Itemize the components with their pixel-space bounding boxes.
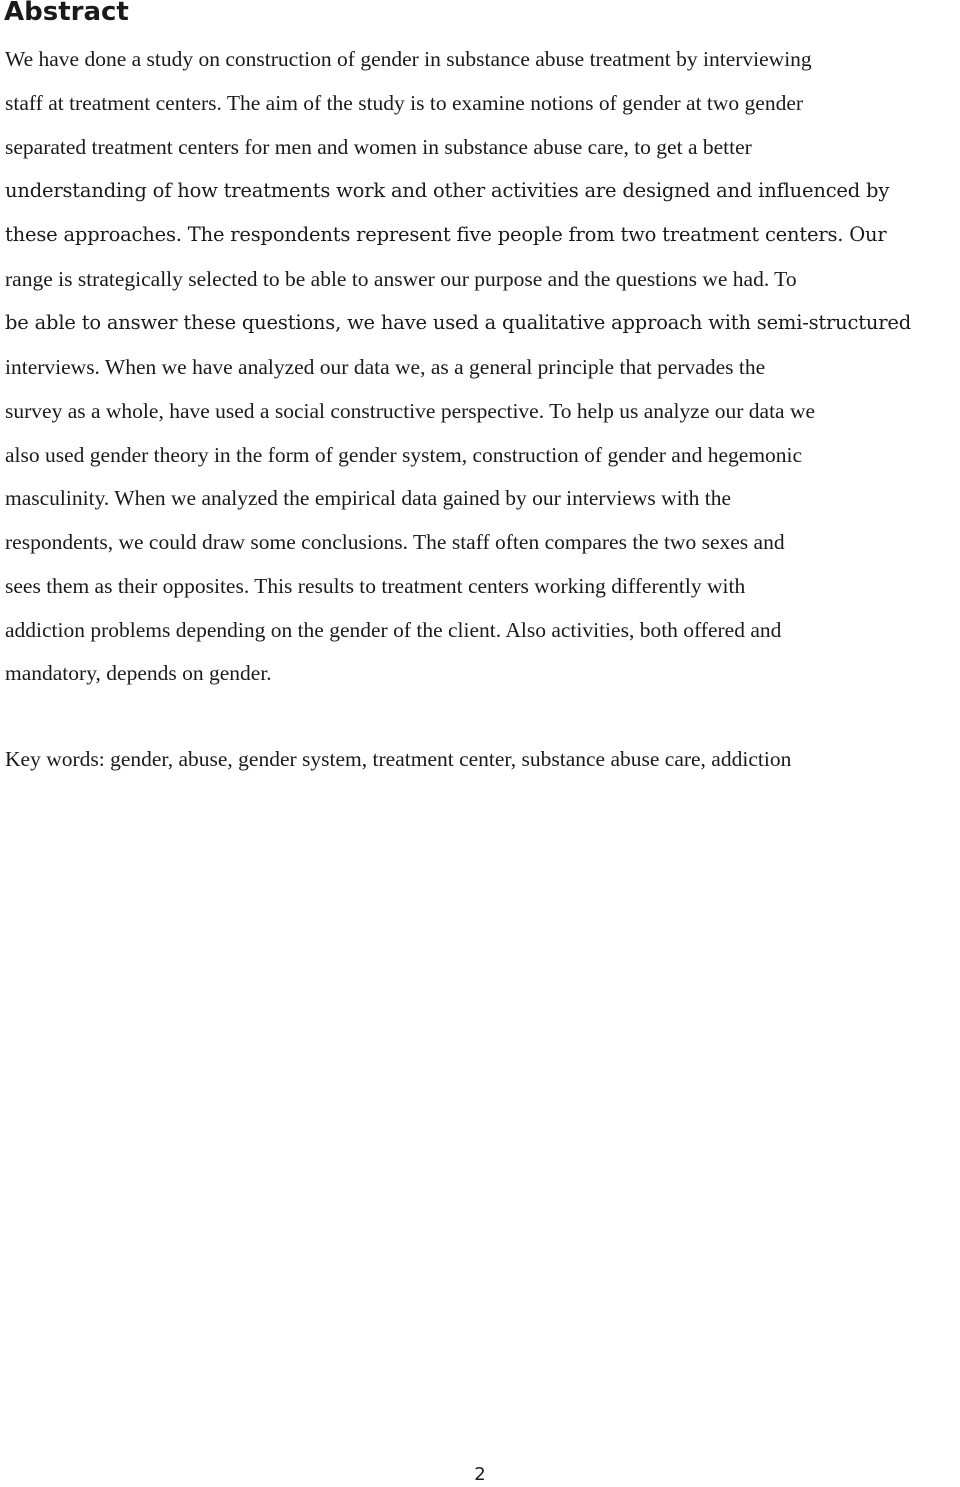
abstract-line: these approaches. The respondents represent five people from two treatment centers. Our [5, 223, 887, 246]
abstract-line: be able to answer these questions, we have used a qualitative approach with semi-structured [5, 311, 912, 334]
abstract-line: respondents, we could draw some conclusions. The staff often compares the two sexes and [5, 530, 785, 554]
abstract-line: staff at treatment centers. The aim of the study is to examine notions of gender at two gender [5, 91, 804, 115]
abstract-line: range is strategically selected to be able to answer our purpose and the questions we had. To [5, 267, 797, 291]
abstract-line: interviews. When we have analyzed our data we, as a general principle that pervades the [5, 355, 766, 379]
section-heading: Abstract [4, 0, 129, 27]
page-number: 2 [474, 1464, 486, 1485]
abstract-line: addiction problems depending on the gender of the client. Also activities, both offered and [5, 618, 782, 642]
abstract-line: survey as a whole, have used a social constructive perspective. To help us analyze our data we [5, 399, 816, 423]
abstract-line: We have done a study on construction of gender in substance abuse treatment by interviewing [5, 47, 812, 71]
abstract-line: also used gender theory in the form of gender system, construction of gender and hegemonic [5, 443, 803, 467]
keywords-line: Key words: gender, abuse, gender system, treatment center, substance abuse care, addiction [5, 747, 792, 771]
abstract-line: understanding of how treatments work and other activities are designed and influenced by [5, 179, 890, 202]
abstract-line: separated treatment centers for men and women in substance abuse care, to get a better [5, 135, 752, 159]
abstract-line: masculinity. When we analyzed the empirical data gained by our interviews with the [5, 486, 731, 510]
abstract-line: sees them as their opposites. This results to treatment centers working differently with [5, 574, 746, 598]
abstract-line: mandatory, depends on gender. [5, 661, 272, 685]
